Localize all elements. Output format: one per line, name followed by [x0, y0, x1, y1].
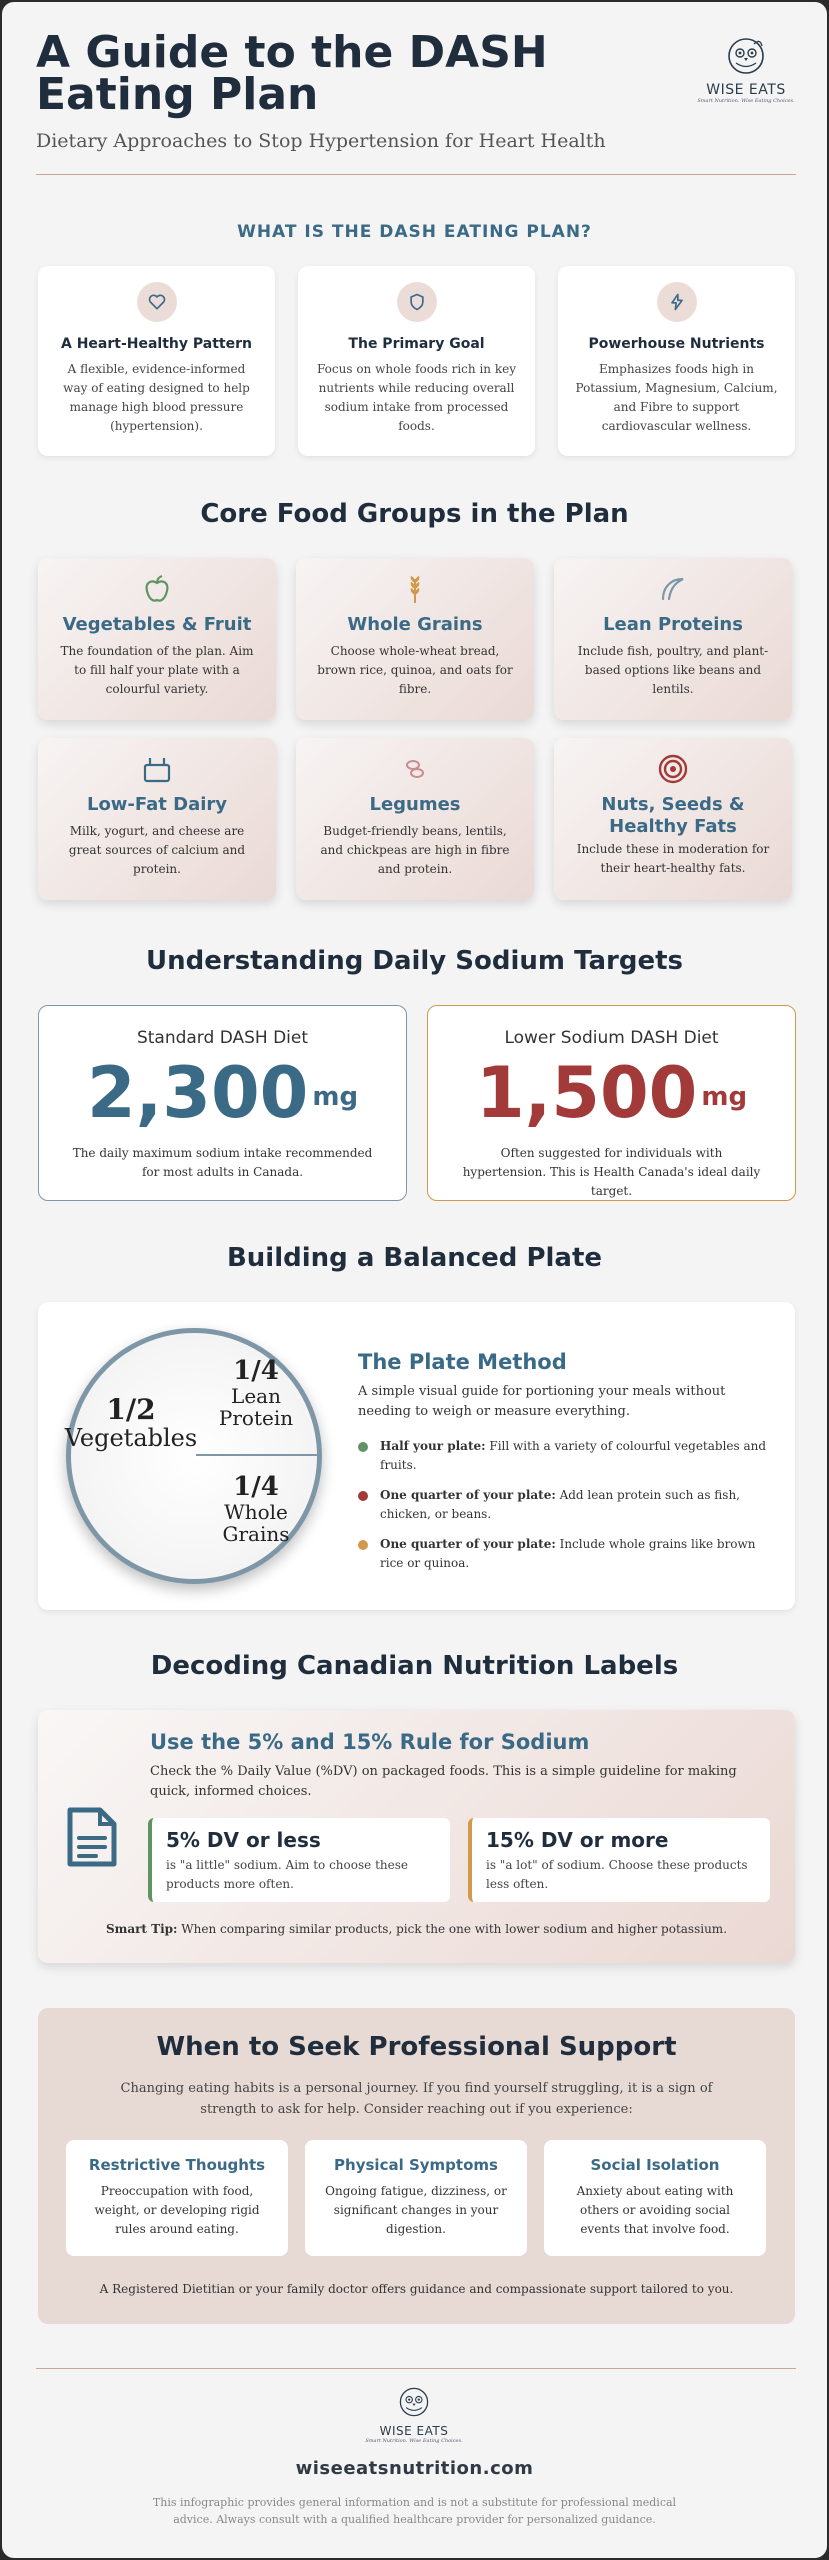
support-card-title: Social Isolation [590, 2156, 720, 2174]
food-card-title: Lean Proteins [603, 614, 743, 635]
support-footer: A Registered Dietitian or your family doctor offers guidance and compassionate support tailored to you. [99, 2282, 734, 2296]
smart-tip-label: Smart Tip: [105, 1922, 178, 1936]
list-item-text: Add lean protein such as fish, chicken, or beans. [380, 1488, 740, 1521]
sodium-value [428, 1054, 795, 1136]
what-card-text: Emphasizes foods high in Potassium, Magnesium, Calcium, and Fibre to support cardiovascular wellness. [575, 362, 778, 433]
list-item-bold: Half your plate: [380, 1439, 486, 1453]
food-groups-title: Core Food Groups in the Plan [200, 499, 629, 529]
support-card-restrictive [66, 2140, 288, 2256]
page-subtitle: Dietary Approaches to Stop Hypertension for Heart Health [36, 130, 606, 152]
support-section [38, 2008, 795, 2324]
food-card-low-fat-dairy [38, 738, 276, 900]
food-card-title: Whole Grains [347, 614, 483, 635]
nutrition-label-card [38, 1710, 795, 1963]
heart-icon [137, 282, 177, 322]
sodium-card-standard [38, 1005, 407, 1201]
dv-low-text: is "a little" sodium. Aim to choose these products more often. [166, 1858, 408, 1891]
food-card-title: Nuts, Seeds & Healthy Fats [601, 794, 745, 837]
support-card-text: Ongoing fatigue, dizziness, or significant changes in your digestion. [325, 2184, 507, 2236]
support-card-social [544, 2140, 766, 2256]
plate-divider [196, 1454, 317, 1456]
sodium-card-lower [427, 1005, 796, 1201]
orange-dot-icon [358, 1540, 368, 1550]
plate-grains-label [191, 1473, 321, 1545]
support-card-text: Preoccupation with food, weight, or developing rigid rules around eating. [94, 2184, 260, 2236]
logo-name: WISE EATS [706, 82, 786, 98]
food-card-title: Vegetables & Fruit [62, 614, 252, 635]
what-card-title: The Primary Goal [348, 336, 485, 352]
food-card-lean-proteins [554, 558, 792, 720]
sodium-number: 1,500 [475, 1052, 698, 1134]
what-card-3 [558, 266, 795, 456]
what-card-title: A Heart-Healthy Pattern [61, 336, 252, 352]
half-fraction: 1/2 [106, 1393, 156, 1426]
food-card-text: Include fish, poultry, and plant-based options like beans and lentils. [577, 644, 769, 696]
support-card-title: Physical Symptoms [334, 2156, 498, 2174]
milk-icon [38, 752, 276, 786]
plate-method-title: The Plate Method [358, 1350, 567, 1374]
footer-disclaimer: This infographic provides general information and is not a substitute for professional medical advice. Always consult with a qualified healthcare provider for personalized guidance. [152, 2496, 677, 2526]
grains-fraction: 1/4 [233, 1472, 279, 1502]
target-icon [554, 752, 792, 786]
shield-icon [397, 282, 437, 322]
sodium-card-text: The daily maximum sodium intake recommended for most adults in Canada. [72, 1146, 373, 1179]
what-card-title: Powerhouse Nutrients [588, 336, 765, 352]
sodium-card-text: Often suggested for individuals with hypertension. This is Health Canada's ideal daily target. [462, 1146, 761, 1198]
dv-low-title: 5% DV or less [166, 1828, 321, 1852]
dv-high-title: 15% DV or more [486, 1828, 669, 1852]
support-intro: Changing eating habits is a personal journey. If you find yourself struggling, it is a sign of strength to ask for help. Consider reaching out if you experience: [120, 2081, 713, 2117]
food-card-title: Legumes [369, 794, 461, 815]
infographic-page [2, 2, 827, 2558]
footer-divider [36, 2368, 796, 2369]
list-item-bold: One quarter of your plate: [380, 1488, 556, 1502]
legume-icon [296, 752, 534, 786]
food-card-text: Choose whole-wheat bread, brown rice, quinoa, and oats for fibre. [317, 644, 513, 696]
footer-website-link[interactable]: wiseeatsnutrition.com [295, 2458, 534, 2479]
footer-logo-tagline: Smart Nutrition. Wise Eating Choices. [365, 2438, 463, 2444]
sodium-section-title: Understanding Daily Sodium Targets [146, 946, 683, 976]
half-label: Vegetables [64, 1424, 198, 1452]
support-title: When to Seek Professional Support [156, 2032, 677, 2062]
apple-icon [38, 572, 276, 606]
sodium-card-title: Standard DASH Diet [136, 1028, 309, 1048]
header [36, 27, 796, 177]
bean-icon [554, 572, 792, 606]
nutrition-card-title: Use the 5% and 15% Rule for Sodium [150, 1730, 590, 1754]
list-item-bold: One quarter of your plate: [380, 1537, 556, 1551]
plate-method-desc: A simple visual guide for portioning your meals without needing to weigh or measure everything. [358, 1384, 726, 1419]
plate-card [38, 1302, 795, 1610]
sodium-value [39, 1054, 406, 1136]
what-section-title: WHAT IS THE DASH EATING PLAN? [237, 222, 592, 242]
food-card-text: Budget-friendly beans, lentils, and chickpeas are high in fibre and protein. [320, 824, 510, 876]
list-item [358, 1535, 768, 1573]
logo-tagline: Smart Nutrition. Wise Eating Choices. [697, 98, 795, 104]
nutrition-card-desc: Check the % Daily Value (%DV) on packaged foods. This is a simple guideline for making quick, informed choices. [150, 1764, 737, 1799]
protein-label: Lean Protein [218, 1384, 294, 1430]
footer-logo[interactable] [364, 2386, 464, 2444]
food-card-text: Milk, yogurt, and cheese are great sources of calcium and protein. [68, 824, 246, 876]
dv-high-box [468, 1818, 770, 1902]
labels-section-title: Decoding Canadian Nutrition Labels [150, 1651, 679, 1681]
smart-tip-text: When comparing similar products, pick the one with lower sodium and higher potassium. [177, 1922, 728, 1936]
wheat-icon [296, 572, 534, 606]
plate-diagram [66, 1328, 322, 1584]
owl-icon [724, 36, 768, 76]
what-card-text: Focus on whole foods rich in key nutrients while reducing overall sodium intake from processed foods. [317, 362, 516, 433]
sodium-unit: mg [701, 1082, 748, 1112]
plate-section-title: Building a Balanced Plate [226, 1243, 603, 1273]
what-card-2 [298, 266, 535, 456]
support-card-text: Anxiety about eating with others or avoiding social events that involve food. [576, 2184, 734, 2236]
plate-list [358, 1437, 768, 1584]
food-card-title: Low-Fat Dairy [86, 794, 228, 815]
what-card-text: A flexible, evidence-informed way of eating designed to help manage high blood pressure (hypertension). [63, 362, 250, 433]
header-divider [36, 174, 796, 175]
list-item-text: Fill with a variety of colourful vegetables and fruits. [380, 1439, 767, 1472]
food-card-vegetables [38, 558, 276, 720]
protein-fraction: 1/4 [233, 1356, 279, 1386]
list-item-text: Include whole grains like brown rice or quinoa. [380, 1537, 756, 1570]
food-card-whole-grains [296, 558, 534, 720]
dv-high-text: is "a lot" of sodium. Choose these products less often. [486, 1858, 748, 1891]
page-title: A Guide to the DASH Eating Plan [36, 27, 548, 120]
document-icon [66, 1806, 118, 1872]
plate-half-label [61, 1395, 201, 1451]
what-card-1 [38, 266, 275, 456]
owl-icon [396, 2386, 432, 2418]
red-dot-icon [358, 1491, 368, 1501]
green-dot-icon [358, 1442, 368, 1452]
lightning-icon [657, 282, 697, 322]
food-card-text: Include these in moderation for their heart-healthy fats. [576, 842, 770, 875]
sodium-number: 2,300 [86, 1052, 309, 1134]
footer-logo-name: WISE EATS [379, 2424, 449, 2438]
smart-tip [38, 1922, 795, 1936]
support-card-physical [305, 2140, 527, 2256]
brand-logo[interactable] [696, 36, 796, 104]
sodium-card-title: Lower Sodium DASH Diet [504, 1028, 719, 1048]
support-card-title: Restrictive Thoughts [88, 2156, 266, 2174]
plate-protein-label [191, 1357, 321, 1429]
food-card-nuts-seeds [554, 738, 792, 900]
list-item [358, 1486, 768, 1524]
food-card-text: The foundation of the plan. Aim to fill half your plate with a colourful variety. [60, 644, 254, 696]
sodium-unit: mg [312, 1082, 359, 1112]
grains-label: Whole Grains [222, 1500, 290, 1546]
food-card-legumes [296, 738, 534, 900]
dv-low-box [148, 1818, 450, 1902]
list-item [358, 1437, 768, 1475]
